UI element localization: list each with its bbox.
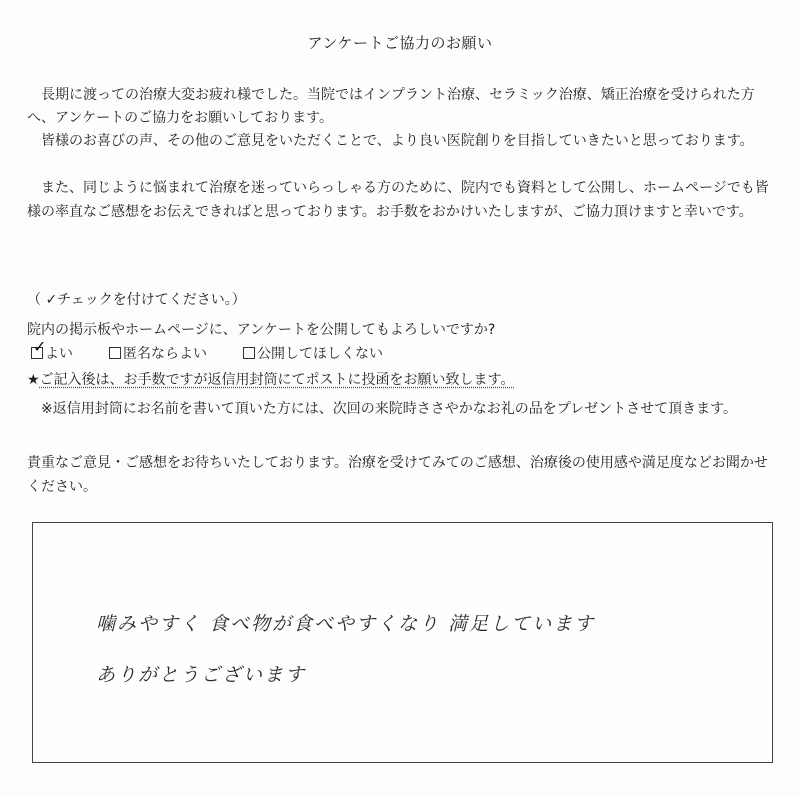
document-title: アンケートご協力のお願い [307, 34, 493, 52]
intro-paragraph-1: 長期に渡っての治療大変お疲れ様でした。当院ではインプラント治療、セラミック治療、矯正治療を受けられた方へ、アンケートのご協力をお願いしております。 [27, 87, 755, 126]
checkmark-icon: ✓ [33, 337, 47, 356]
checkbox-anonymous[interactable] [109, 347, 121, 359]
option-ok-label: よい [45, 346, 73, 362]
option-do-not-publish-label: 公開してほしくない [257, 346, 383, 362]
star-icon: ★ [27, 372, 40, 388]
handwritten-answer-line-1: 噛みやすく 食べ物が食べやすくなり 満足しています [96, 613, 596, 635]
option-do-not-publish[interactable] [243, 343, 383, 363]
return-instruction [27, 369, 777, 392]
answer-box[interactable] [32, 522, 773, 763]
reply-envelope-note: ※返信用封筒にお名前を書いて頂いた方には、次回の来院時ささやかなお礼の品をプレゼントさせて頂きます。 [41, 401, 738, 417]
option-ok[interactable] [31, 337, 73, 363]
return-instruction-text: ご記入後は、お手数ですが返信用封筒にてポストに投函をお願い致します。 [39, 372, 515, 388]
check-instruction: （ ✓チェックを付けてください。） [27, 292, 246, 308]
handwritten-answer-line-2: ありがとうございます [96, 664, 307, 686]
publish-question: 院内の掲示板やホームページに、アンケートを公開してもよろしいですか? [27, 322, 496, 338]
checkbox-do-not-publish[interactable] [243, 347, 255, 359]
option-anonymous[interactable] [109, 343, 207, 363]
intro-paragraph-2: 皆様のお喜びの声、その他のご意見をいただくことで、より良い医院創りを目指していきたいと思っております。 [41, 133, 754, 149]
checkbox-ok[interactable] [31, 337, 47, 359]
publish-options [31, 337, 419, 363]
option-anonymous-label: 匿名ならよい [123, 346, 207, 362]
intro-paragraph-3: また、同じように悩まれて治療を迷っていらっしゃる方のために、院内でも資料として公開し、ホームページでも皆様の率直なご感想をお伝えできればと思っております。お手数をおかけいたしますが、ご協力頂けますと幸いです。 [27, 180, 769, 220]
closing-request: 貴重なご意見・ご感想をお待ちいたしております。治療を受けてみてのご感想、治療後の使用感や満足度などお聞かせください。 [27, 455, 768, 495]
